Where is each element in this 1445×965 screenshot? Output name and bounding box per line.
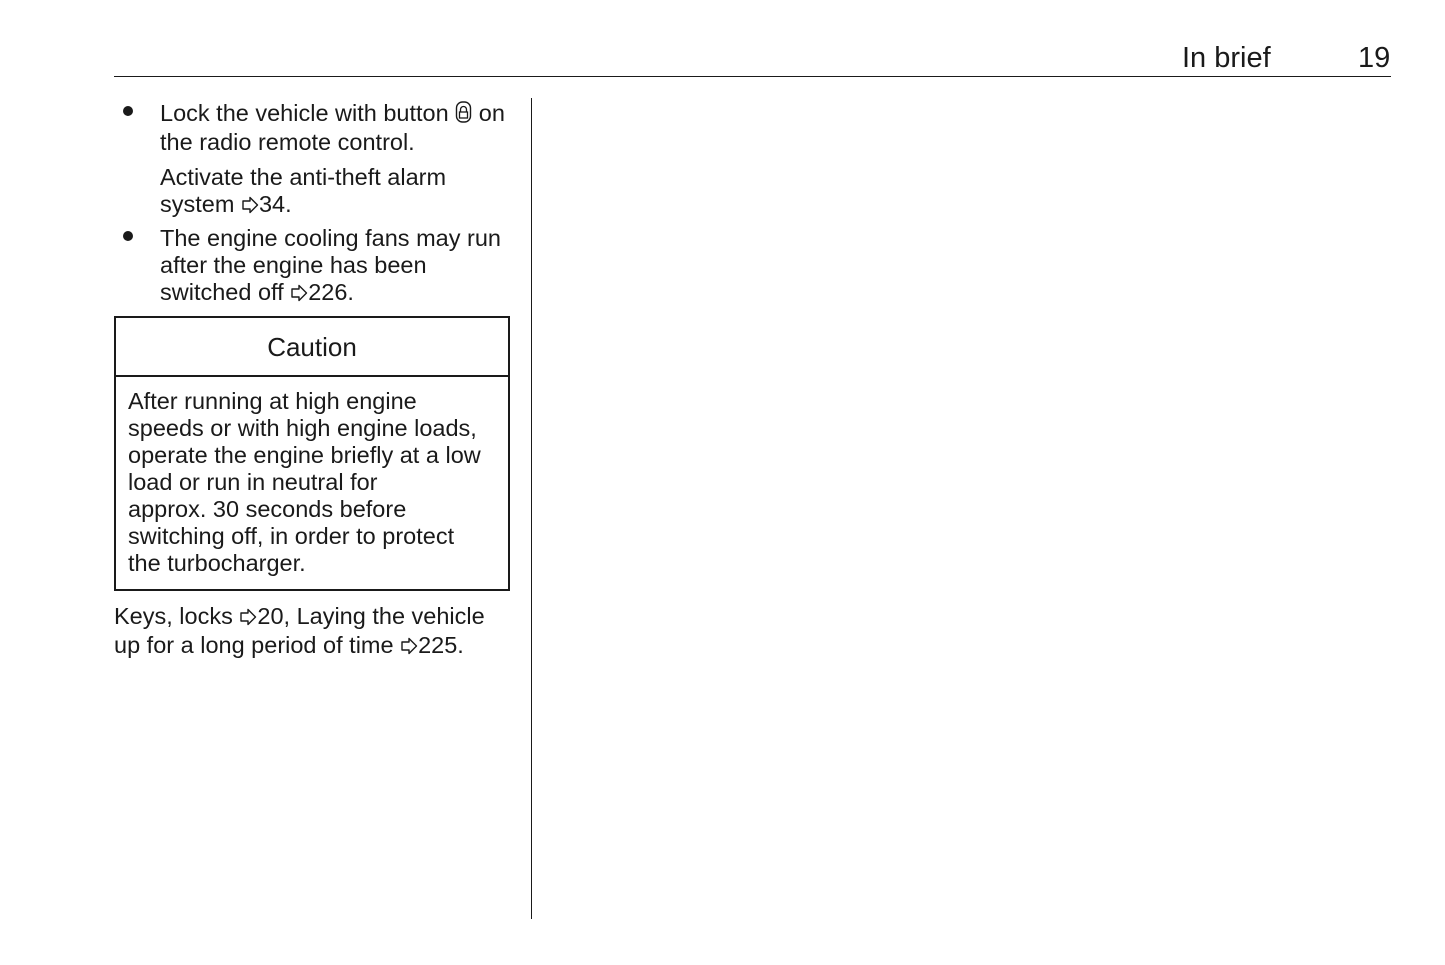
list-item xyxy=(160,100,520,220)
page-reference-arrow-icon xyxy=(400,634,418,661)
caution-line: switching off, in order to protect xyxy=(128,523,455,549)
reference-text: up for a long period of time xyxy=(114,632,394,658)
caution-line: speeds or with high engine loads, xyxy=(128,415,477,441)
page-reference[interactable]: 34. xyxy=(258,191,292,217)
caution-line: the turbocharger. xyxy=(128,550,306,576)
bullet-subtext: system xyxy=(160,191,235,217)
caution-body xyxy=(116,377,508,577)
caution-line: load or run in neutral for xyxy=(128,469,378,495)
header-rule xyxy=(114,76,1391,77)
cross-references xyxy=(114,603,524,661)
list-item xyxy=(160,225,520,308)
bullet-dot xyxy=(122,231,136,245)
bullet-text: Lock the vehicle with button xyxy=(160,100,449,126)
bullet-text: The engine cooling fans may run xyxy=(160,225,501,251)
reference-text: Keys, locks xyxy=(114,603,233,629)
page-reference[interactable]: 225. xyxy=(418,632,464,658)
bullet-subtext: Activate the anti-theft alarm xyxy=(160,164,447,190)
bullet-text: on xyxy=(478,100,505,126)
caution-line: operate the engine briefly at a low xyxy=(128,442,481,468)
page-number: 19 xyxy=(1358,42,1391,74)
section-title: In brief xyxy=(1182,42,1271,74)
caution-title: Caution xyxy=(116,318,508,377)
column-divider xyxy=(531,98,532,919)
lock-icon xyxy=(455,101,472,129)
page-reference[interactable]: 226. xyxy=(308,279,354,305)
page-reference-arrow-icon xyxy=(290,281,308,308)
bullet-dot xyxy=(122,106,136,120)
caution-line: After running at high engine xyxy=(128,388,417,414)
caution-box xyxy=(114,316,510,591)
page-reference-arrow-icon xyxy=(241,193,259,220)
bullet-text: the radio remote control. xyxy=(160,129,415,155)
bullet-text: switched off xyxy=(160,279,284,305)
page-reference-arrow-icon xyxy=(239,605,257,632)
caution-line: approx. 30 seconds before xyxy=(128,496,407,522)
bullet-text: after the engine has been xyxy=(160,252,427,278)
page-reference[interactable]: 20, Laying the vehicle xyxy=(257,603,485,629)
